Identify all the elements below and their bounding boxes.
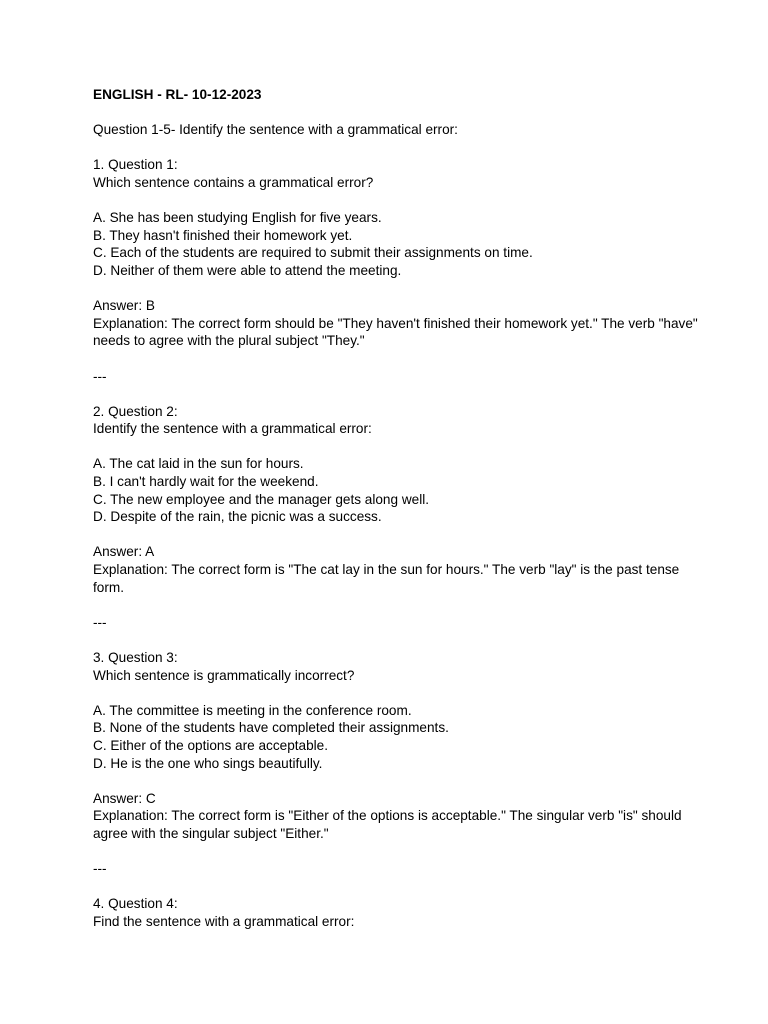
question-heading: 2. Question 2: <box>93 403 178 419</box>
spacer <box>93 843 713 861</box>
question-heading: 1. Question 1: <box>93 157 178 173</box>
option-b: B. They hasn't finished their homework yet. <box>93 227 353 243</box>
option-d: D. He is the one who sings beautifully. <box>93 755 323 771</box>
question-prompt: Find the sentence with a grammatical error: <box>93 913 355 929</box>
spacer <box>93 878 713 896</box>
separator: --- <box>93 368 107 384</box>
option-d: D. Despite of the rain, the picnic was a success. <box>93 509 382 525</box>
spacer <box>93 139 713 157</box>
document-title: ENGLISH - RL- 10-12-2023 <box>93 87 262 102</box>
separator: --- <box>93 614 107 630</box>
spacer <box>93 192 713 210</box>
spacer <box>93 684 713 702</box>
explanation: Explanation: The correct form should be "They haven't finished their homework yet." The verb "have" needs to agree with the plural subject "They." <box>93 315 702 349</box>
spacer <box>93 772 713 790</box>
option-d: D. Neither of them were able to attend the meeting. <box>93 262 402 278</box>
spacer <box>93 526 713 544</box>
option-a: A. The cat laid in the sun for hours. <box>93 456 304 472</box>
instructions: Question 1-5- Identify the sentence with a grammatical error: <box>93 122 458 138</box>
explanation: Explanation: The correct form is "The cat lay in the sun for hours." The verb "lay" is the past tense form. <box>93 562 684 595</box>
spacer <box>93 596 713 614</box>
question-block-1 <box>93 156 713 402</box>
spacer <box>93 280 713 298</box>
question-prompt: Identify the sentence with a grammatical error: <box>93 421 372 437</box>
question-block-3 <box>93 649 713 895</box>
document-page <box>93 86 713 931</box>
question-block-2 <box>93 403 713 649</box>
option-a: A. The committee is meeting in the conference room. <box>93 702 412 718</box>
spacer <box>93 438 713 456</box>
option-c: C. Each of the students are required to submit their assignments on time. <box>93 245 533 261</box>
option-c: C. The new employee and the manager gets along well. <box>93 491 430 507</box>
spacer <box>93 385 713 403</box>
option-b: B. I can't hardly wait for the weekend. <box>93 474 319 490</box>
option-b: B. None of the students have completed their assignments. <box>93 720 449 736</box>
answer: Answer: A <box>93 544 155 560</box>
option-c: C. Either of the options are acceptable. <box>93 737 329 753</box>
question-heading: 3. Question 3: <box>93 650 178 665</box>
answer: Answer: C <box>93 790 156 806</box>
spacer <box>93 104 713 122</box>
explanation: Explanation: The correct form is "Either of the options is acceptable." The singular verb "is" should agree with the singular subject "Either." <box>93 808 686 841</box>
spacer <box>93 631 713 649</box>
answer: Answer: B <box>93 298 155 314</box>
option-a: A. She has been studying English for five years. <box>93 210 382 226</box>
question-block-4 <box>93 895 713 930</box>
separator: --- <box>93 861 107 877</box>
question-heading: 4. Question 4: <box>93 896 178 912</box>
question-prompt: Which sentence is grammatically incorrect? <box>93 667 355 683</box>
question-prompt: Which sentence contains a grammatical error? <box>93 174 374 190</box>
spacer <box>93 350 713 368</box>
